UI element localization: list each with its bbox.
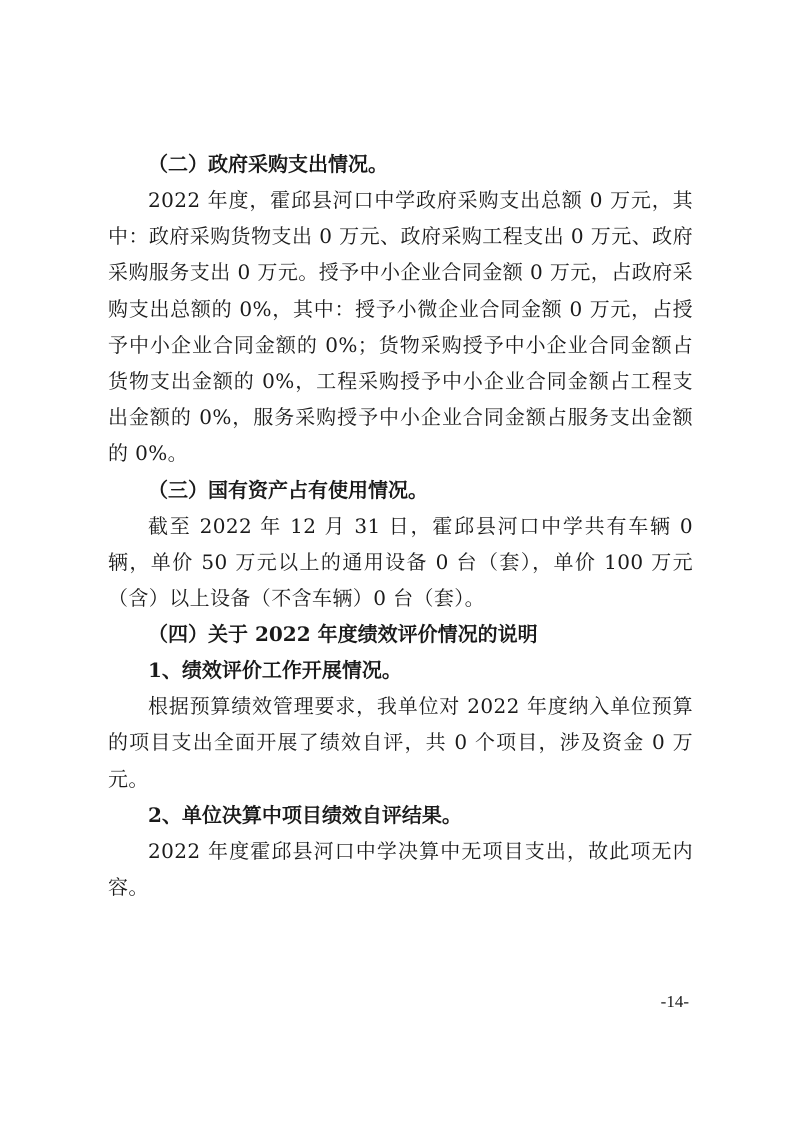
- section-paragraph-state-assets: 截至 2022 年 12 月 31 日，霍邱县河口中学共有车辆 0 辆，单价 50 万元以上的通用设备 0 台（套），单价 100 万元（含）以上设备（不含车辆）0 台（套）。: [108, 513, 693, 611]
- section-paragraph-evaluation-work: 根据预算绩效管理要求，我单位对 2022 年度纳入单位预算的项目支出全面开展了绩效自评，共 0 个项目，涉及资金 0 万元。: [108, 694, 693, 791]
- section-heading-state-assets: （三）国有资产占有使用情况。: [148, 477, 428, 502]
- section-paragraph-self-evaluation-results: 2022 年度霍邱县河口中学决算中无项目支出，故此项无内容。: [108, 838, 693, 900]
- section-paragraph-government-procurement: 2022 年度，霍邱县河口中学政府采购支出总额 0 万元，其中：政府采购货物支出 0 万元、政府采购工程支出 0 万元、政府采购服务支出 0 万元。授予中小企业合同金额 0 万元，占政府采购支出总额的 0%，其中：授予小微企业合同金额 0 万元，占授予中小企业合同金额的 0%；货物采购授予中小企业合同金额占货物支出金额的 0%，工程采购授予中小企业合同金额占工程支出金额的 0%，服务采购授予中小企业合同金额占服务支出金额的 0%。: [108, 188, 693, 466]
- section-heading-performance-evaluation: （四）关于 2022 年度绩效评价情况的说明: [148, 622, 538, 647]
- section-heading-government-procurement: （二）政府采购支出情况。: [148, 152, 388, 176]
- section-heading-evaluation-work: 1、绩效评价工作开展情况。: [148, 658, 402, 683]
- section-heading-self-evaluation-results: 2、单位决算中项目绩效自评结果。: [148, 802, 462, 827]
- document-body: [108, 146, 693, 905]
- page-number: -14-: [660, 992, 689, 1011]
